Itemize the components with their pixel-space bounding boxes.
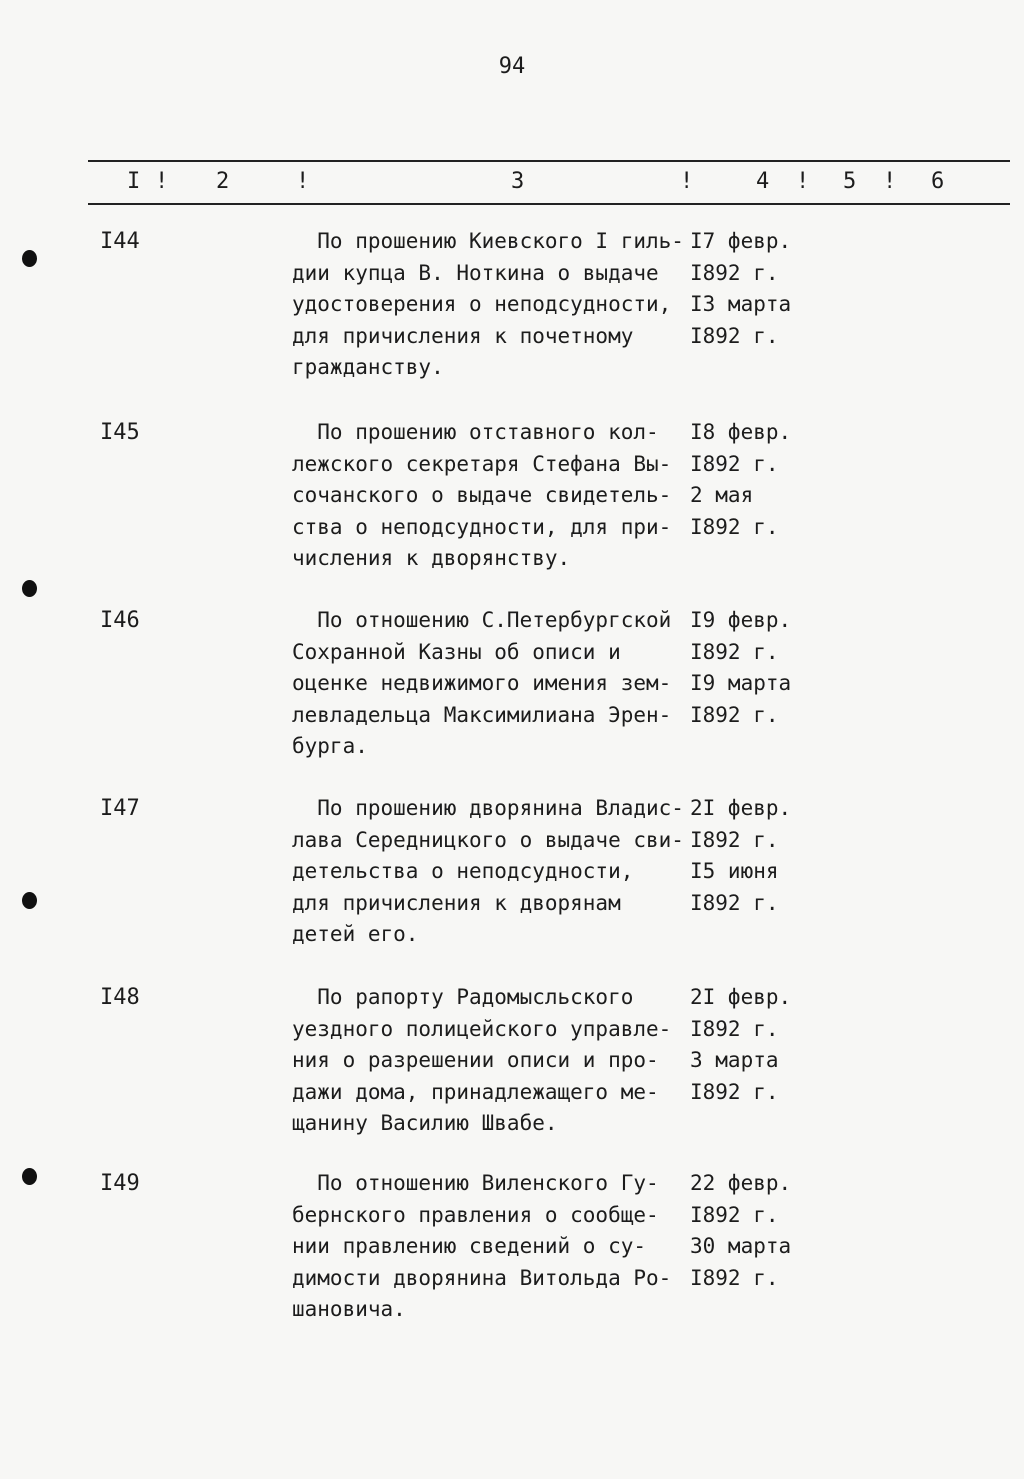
record-description: По прошению отставного кол- лежского секретаря Стефана Вы- сочанского о выдаче свидетель- ства о неподсудности, для при- числения к дворянству. — [292, 420, 672, 570]
col-separator: ! — [883, 169, 897, 194]
record-description: По отношению Виленского Гу- бернского правления о сообще- нии правлению сведений о су- димости дворянина Витольда Ро- шановича. — [292, 1171, 672, 1321]
header-top-rule — [88, 160, 1010, 162]
col-header-3: 3 — [511, 169, 525, 194]
record-number: I48 — [100, 985, 140, 1010]
col-separator: ! — [296, 169, 310, 194]
col-separator: ! — [796, 169, 810, 194]
record-number: I44 — [100, 229, 140, 254]
record-description: По отношению С.Петербургской Сохранной Казны об описи и оценке недвижимого имения зем- левладельца Максимилиана Эрен- бурга. — [292, 608, 672, 758]
page-number: 94 — [498, 54, 526, 79]
punch-hole — [22, 1168, 37, 1185]
col-header-1: I — [127, 169, 141, 194]
record-number: I47 — [100, 796, 140, 821]
col-separator: ! — [680, 169, 694, 194]
record-dates: I9 февр. I892 г. I9 марта I892 г. — [690, 608, 792, 727]
col-header-4: 4 — [756, 169, 770, 194]
record-dates: 2I февр. I892 г. I5 июня I892 г. — [690, 796, 792, 915]
punch-hole — [22, 580, 37, 597]
record-dates: 22 февр. I892 г. 30 марта I892 г. — [690, 1171, 792, 1290]
record-description: По рапорту Радомысльского уездного полицейского управле- ния о разрешении описи и про- дажи дома, принадлежащего ме- щанину Василию Швабе. — [292, 985, 672, 1135]
col-header-2: 2 — [216, 169, 230, 194]
punch-hole — [22, 892, 37, 909]
col-header-5: 5 — [843, 169, 857, 194]
col-separator: ! — [155, 169, 169, 194]
record-dates: I8 февр. I892 г. 2 мая I892 г. — [690, 420, 792, 539]
header-bottom-rule — [88, 203, 1010, 205]
record-number: I49 — [100, 1171, 140, 1196]
record-dates: I7 февр. I892 г. I3 марта I892 г. — [690, 229, 792, 348]
record-description: По прошению дворянина Владис- лава Середницкого о выдаче сви- детельства о неподсудности, для причисления к дворянам детей его. — [292, 796, 684, 946]
record-description: По прошению Киевского I гиль- дии купца В. Ноткина о выдаче удостоверения о неподсудности, для причисления к почетному гражданству. — [292, 229, 684, 379]
record-number: I46 — [100, 608, 140, 633]
punch-hole — [22, 250, 37, 267]
record-dates: 2I февр. I892 г. 3 марта I892 г. — [690, 985, 792, 1104]
record-number: I45 — [100, 420, 140, 445]
col-header-6: 6 — [931, 169, 945, 194]
